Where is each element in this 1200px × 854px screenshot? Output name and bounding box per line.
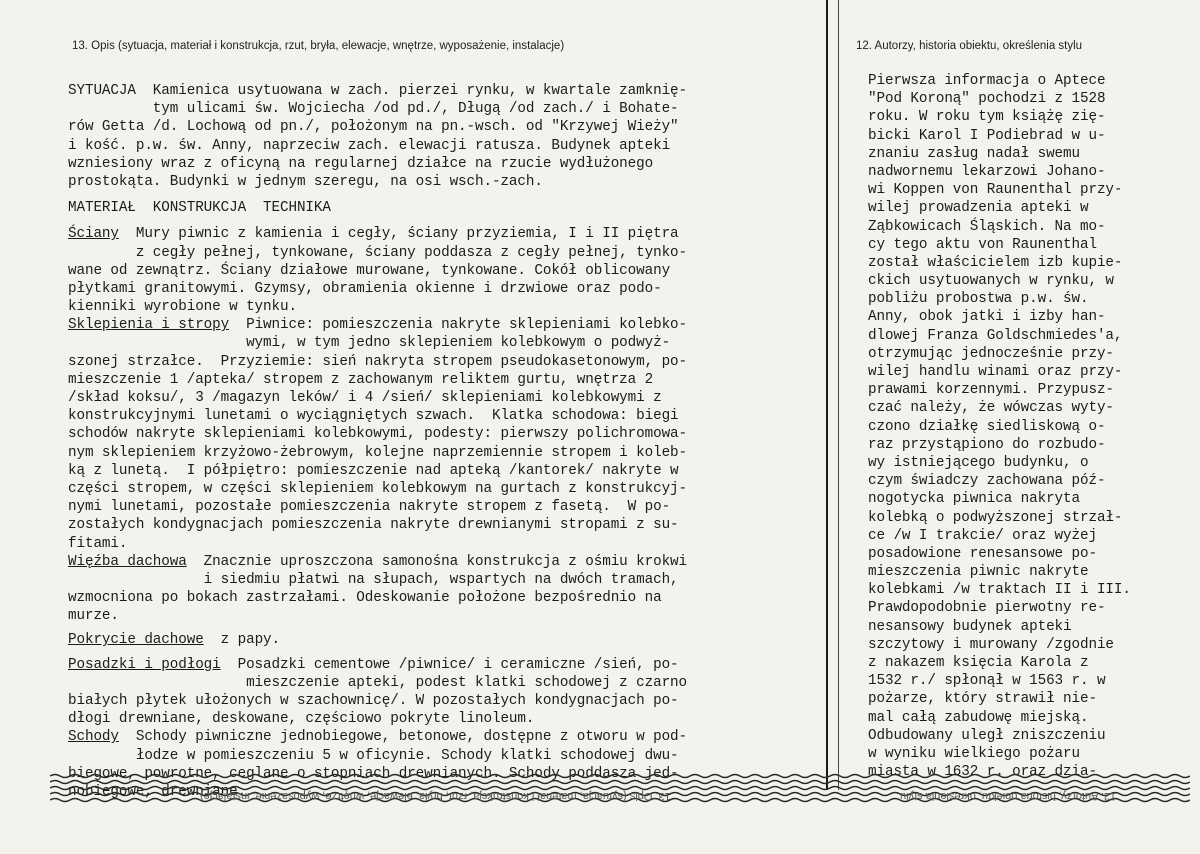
history-line: mal całą zabudowę miejską. bbox=[868, 709, 1089, 726]
history-line: szczytowy i murowany /zgodnie bbox=[868, 636, 1114, 653]
history-line: bicki Karol I Podiebrad w u- bbox=[868, 127, 1106, 144]
vaults-first-line bbox=[68, 316, 828, 334]
floors-first-text: Posadzki cementowe /piwnice/ i ceramiczne /sień, po- bbox=[220, 656, 679, 673]
floors-first-line bbox=[68, 656, 828, 674]
vaults-line: fitami. bbox=[68, 535, 128, 552]
history-column bbox=[868, 72, 1168, 781]
vaults-label: Sklepienia i stropy bbox=[68, 317, 230, 334]
vaults-line: szonej strzałce. Przyziemie: sień nakryta stropem pseudokasetonowym, po- bbox=[68, 353, 688, 370]
vaults-line: wymi, w tym jedno sklepieniem kolebkowym o podwyż- bbox=[68, 335, 671, 352]
wave-line bbox=[50, 775, 1190, 778]
walls-line: kienniki wyrobione w tynku. bbox=[68, 299, 297, 316]
right-column-header: 12. Autorzy, historia obiektu, określenia stylu bbox=[856, 40, 1083, 52]
situation-line-2: tym ulicami św. Wojciecha /od pd./, Długą /od zach./ i Bohate- bbox=[68, 101, 679, 118]
history-line: wy istniejącego budynku, o bbox=[868, 454, 1089, 471]
stairs-line: nobiegowe, drewniane. bbox=[68, 783, 247, 800]
vaults-line: schodów nakryte sklepieniami kolebkowymi, podesty: pierwszy polichromowa- bbox=[68, 426, 688, 443]
history-line: 1532 r./ spłonął w 1563 r. w bbox=[868, 673, 1106, 690]
floors-line: białych płytek ułożonych w szachownicę/. W pozostałych kondygnacjach po- bbox=[68, 693, 679, 710]
roof-truss-first-line bbox=[68, 553, 828, 571]
situation-line-4: i kość. p.w. św. Anny, naprzeciw zach. elewacji ratusza. Budynek apteki bbox=[68, 137, 671, 154]
history-line: raz przystąpiono do rozbudo- bbox=[868, 436, 1106, 453]
history-line: Ząbkowicach Śląskich. Na mo- bbox=[868, 218, 1106, 235]
history-line: mieszczenia piwnic nakryte bbox=[868, 564, 1089, 581]
description-column bbox=[68, 82, 828, 801]
history-line: czono działkę siedliskową o- bbox=[868, 418, 1106, 435]
vaults-line: części stropem, w części sklepieniem kolebkowym na gurtach z konstrukcyj- bbox=[68, 480, 688, 497]
history-line: ckich usytuowanych w rynku, w bbox=[868, 273, 1114, 290]
mirrored-left-header: 13. Opis (sytuacja, materiał i konstrukcja, rzut, bryła, elewacje, wnętrze, wyposażenie, instalacje) bbox=[200, 790, 671, 802]
history-line: wilej handlu winami oraz przy- bbox=[868, 364, 1123, 380]
history-line: czym świadczy zachowana póź- bbox=[868, 473, 1106, 490]
history-line: prawami korzennymi. Przypusz- bbox=[868, 382, 1114, 399]
roof-truss-line: i siedmiu płatwi na słupach, wspartych na dwóch tramach, bbox=[68, 571, 679, 588]
history-line: nesansowy budynek apteki bbox=[868, 618, 1072, 635]
left-column-header: 13. Opis (sytuacja, materiał i konstrukcja, rzut, bryła, elewacje, wnętrze, wyposażenie, instalacje) bbox=[72, 40, 565, 52]
history-line: roku. W roku tym książę zię- bbox=[868, 109, 1106, 126]
vaults-line: mieszczenie 1 /apteka/ stropem z zachowanym reliktem gurtu, wnętrza 2 bbox=[68, 371, 654, 388]
roofing-line bbox=[68, 631, 828, 649]
stairs-label: Schody bbox=[68, 729, 119, 746]
history-line: otrzymując jednocześnie przy- bbox=[868, 345, 1114, 362]
roof-truss-line: murze. bbox=[68, 608, 119, 625]
history-line: nogotycka piwnica nakryta bbox=[868, 491, 1080, 508]
history-line: pobliżu probostwa p.w. św. bbox=[868, 291, 1089, 308]
history-line: wi Koppen von Raunenthal przy- bbox=[868, 182, 1123, 199]
history-line: czać należy, że wówczas wyty- bbox=[868, 400, 1114, 417]
floors-line: mieszczenie apteki, podest klatki schodowej z czarno bbox=[68, 674, 688, 691]
situation-line-3: rów Getta /d. Lochową od pn./, położonym na pn.-wsch. od "Krzywej Wieży" bbox=[68, 119, 679, 136]
walls-first-text: Mury piwnic z kamienia i cegły, ściany przyziemia, I i II piętra bbox=[118, 226, 679, 243]
history-line: wilej prowadzenia apteki w bbox=[868, 200, 1089, 217]
stairs-first-line bbox=[68, 728, 828, 746]
vaults-line: nym sklepieniem krzyżowo-żebrowym, kolejne naprzemiennie stropem i koleb- bbox=[68, 444, 688, 461]
roofing-text: z papy. bbox=[203, 632, 281, 649]
roof-truss-first-text: Znacznie uproszczona samonośna konstrukcja z ośmiu krokwi bbox=[186, 553, 688, 570]
vaults-line: nymi lunetami, pozostałe pomieszczenia nakryte stropem z fasetą. W po- bbox=[68, 499, 671, 516]
walls-line: wane od zewnątrz. Ściany działowe murowane, tynkowane. Cokół oblicowany bbox=[68, 262, 671, 279]
history-line: został właścicielem izb kupie- bbox=[868, 254, 1123, 271]
history-line: znaniu zasług nadał swemu bbox=[868, 145, 1080, 162]
stairs-first-text: Schody piwniczne jednobiegowe, betonowe, dostępne z otworu w pod- bbox=[118, 729, 688, 746]
mirrored-right-header: 12. Autorzy, historia obiektu, określenia stylu bbox=[900, 790, 1117, 802]
section-heading: MATERIAŁ KONSTRUKCJA TECHNIKA bbox=[68, 200, 331, 217]
stairs-line: biegowe, powrotne, ceglane o stopniach drewnianych. Schody poddasza jed- bbox=[68, 765, 679, 782]
vaults-first-text: Piwnice: pomieszczenia nakryte sklepieniami kolebko- bbox=[229, 317, 688, 334]
walls-first-line bbox=[68, 225, 828, 243]
roofing-label: Pokrycie dachowe bbox=[68, 632, 204, 649]
walls-label: Ściany bbox=[68, 226, 119, 243]
history-line: posadowione renesansowe po- bbox=[868, 545, 1097, 562]
floors-label: Posadzki i podłogi bbox=[68, 656, 221, 673]
wave-line bbox=[50, 781, 1190, 784]
walls-line: z cegły pełnej, tynkowane, ściany poddasza z cegły pełnej, tynko- bbox=[68, 244, 688, 261]
stairs-line: łodze w pomieszczeniu 5 w oficynie. Schody klatki schodowej dwu- bbox=[68, 747, 679, 764]
history-line: ce /w I trakcie/ oraz wyżej bbox=[868, 527, 1097, 544]
history-line: Odbudowany uległ zniszczeniu bbox=[868, 727, 1106, 744]
history-line: cy tego aktu von Raunenthal bbox=[868, 236, 1097, 253]
vaults-line: /skład koksu/, 3 /magazyn leków/ i 4 /sień/ sklepieniami kolebkowymi z bbox=[68, 390, 662, 407]
history-line: Pierwsza informacja o Aptece bbox=[868, 73, 1106, 89]
situation-line-5: wzniesiony wraz z oficyną na regularnej działce na rzucie wydłużonego bbox=[68, 155, 654, 172]
vaults-line: ką z lunetą. I półpiętro: pomieszczenie nad apteką /kantorek/ nakryte w bbox=[68, 462, 679, 479]
column-divider-secondary bbox=[838, 0, 839, 790]
history-line: z nakazem księcia Karola z bbox=[868, 655, 1089, 671]
situation-line-1: SYTUACJA Kamienica usytuowana w zach. pierzei rynku, w kwartale zamknię- bbox=[68, 83, 688, 99]
history-line: dlowej Franza Goldschmiedes'a, bbox=[868, 327, 1123, 344]
history-line: nadwornemu lekarzowi Johano- bbox=[868, 163, 1106, 180]
history-line: kolebkami /w traktach II i III. bbox=[868, 582, 1131, 599]
history-line: kolebką o podwyższonej strzał- bbox=[868, 509, 1123, 526]
history-line: w wyniku wielkiego pożaru bbox=[868, 745, 1080, 762]
history-line: Prawdopodobnie pierwotny re- bbox=[868, 600, 1106, 617]
roof-truss-label: Więźba dachowa bbox=[68, 553, 187, 570]
walls-line: płytkami granitowymi. Gzymsy, obramienia okienne i drzwiowe oraz podo- bbox=[68, 280, 662, 297]
roof-truss-line: wzmocniona po bokach zastrzałami. Odeskowanie położone bezpośrednio na bbox=[68, 590, 662, 607]
vaults-line: zostałych kondygnacjach pomieszczenia nakryte drewnianymi stropami z su- bbox=[68, 517, 679, 534]
situation-line-6: prostokąta. Budynki w jednym szeregu, na osi wsch.-zach. bbox=[68, 173, 543, 190]
history-line: pożarze, który strawił nie- bbox=[868, 691, 1097, 708]
floors-line: dłogi drewniane, deskowane, częściowo pokryte linoleum. bbox=[68, 711, 535, 728]
history-line: "Pod Koroną" pochodzi z 1528 bbox=[868, 91, 1106, 108]
vaults-line: konstrukcyjnymi lunetami o wyciągniętych szwach. Klatka schodowa: biegi bbox=[68, 408, 679, 425]
history-line: miasta w 1632 r. oraz dzia- bbox=[868, 764, 1097, 781]
history-line: Anny, obok jatki i izby han- bbox=[868, 309, 1106, 326]
